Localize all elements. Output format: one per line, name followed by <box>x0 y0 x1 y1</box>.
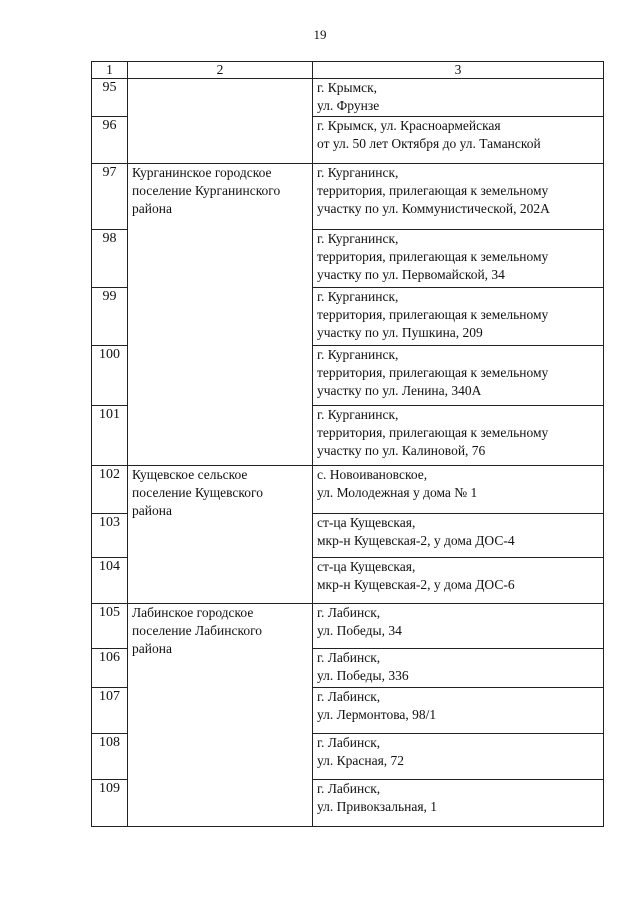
table-row <box>92 604 604 649</box>
address-cell <box>313 514 604 558</box>
address-line: участку по ул. Ленина, 340А <box>317 383 482 398</box>
address-line: ст-ца Кущевская, <box>317 515 416 530</box>
address-line: участку по ул. Пушкина, 209 <box>317 325 483 340</box>
addresses-table <box>91 61 604 827</box>
municipality-line: Курганинское городское <box>132 165 272 180</box>
address-line: ст-ца Кущевская, <box>317 559 416 574</box>
municipality-line: поселение Лабинского <box>132 623 263 638</box>
row-number-cell: 109 <box>92 780 128 827</box>
address-cell <box>313 780 604 827</box>
address-line: г. Лабинск, <box>317 650 381 665</box>
row-number-cell: 107 <box>92 688 128 734</box>
page-number: 19 <box>313 27 327 42</box>
address-line: территория, прилегающая к земельному <box>317 365 549 380</box>
address-line: ул. Фрунзе <box>317 98 380 113</box>
address-cell <box>313 288 604 346</box>
address-cell <box>313 604 604 649</box>
row-number-cell: 106 <box>92 649 128 688</box>
address-cell <box>313 734 604 780</box>
address-line: г. Курганинск, <box>317 165 399 180</box>
row-number-cell: 97 <box>92 164 128 230</box>
municipality-cell <box>128 79 313 164</box>
municipality-line: поселение Курганинского <box>132 183 281 198</box>
header-col-2: 2 <box>128 62 313 79</box>
address-cell <box>313 688 604 734</box>
municipality-line: Кущевское сельское <box>132 467 248 482</box>
address-line: ул. Победы, 336 <box>317 668 409 683</box>
table-body <box>92 79 604 827</box>
header-col-3: 3 <box>313 62 604 79</box>
row-number-cell: 103 <box>92 514 128 558</box>
address-cell <box>313 164 604 230</box>
address-cell <box>313 649 604 688</box>
address-line: участку по ул. Калиновой, 76 <box>317 443 486 458</box>
address-cell <box>313 346 604 406</box>
municipality-line: Лабинское городское <box>132 605 254 620</box>
row-number-cell: 108 <box>92 734 128 780</box>
row-number-cell: 104 <box>92 558 128 604</box>
address-line: ул. Красная, 72 <box>317 753 405 768</box>
address-line: от ул. 50 лет Октября до ул. Таманской <box>317 136 541 151</box>
municipality-cell <box>128 164 313 466</box>
row-number-cell: 98 <box>92 230 128 288</box>
address-cell <box>313 558 604 604</box>
municipality-line: района <box>132 201 172 216</box>
row-number-cell: 102 <box>92 466 128 514</box>
row-number-cell: 99 <box>92 288 128 346</box>
table-row <box>92 466 604 514</box>
address-line: территория, прилегающая к земельному <box>317 425 549 440</box>
header-col-1: 1 <box>92 62 128 79</box>
municipality-cell <box>128 604 313 827</box>
address-line: г. Лабинск, <box>317 605 381 620</box>
address-line: участку по ул. Первомайской, 34 <box>317 267 505 282</box>
address-cell <box>313 230 604 288</box>
row-number-cell: 105 <box>92 604 128 649</box>
address-line: г. Курганинск, <box>317 231 399 246</box>
address-line: мкр-н Кущевская-2, у дома ДОС-4 <box>317 533 515 548</box>
address-cell <box>313 117 604 164</box>
table-row <box>92 164 604 230</box>
address-line: г. Курганинск, <box>317 347 399 362</box>
address-line: ул. Привокзальная, 1 <box>317 799 438 814</box>
municipality-line: района <box>132 641 172 656</box>
address-line: мкр-н Кущевская-2, у дома ДОС-6 <box>317 577 515 592</box>
address-cell <box>313 406 604 466</box>
address-line: г. Курганинск, <box>317 407 399 422</box>
municipality-cell <box>128 466 313 604</box>
municipality-line: района <box>132 503 172 518</box>
table-row <box>92 79 604 117</box>
row-number-cell: 100 <box>92 346 128 406</box>
address-line: г. Курганинск, <box>317 289 399 304</box>
address-cell <box>313 466 604 514</box>
address-line: ул. Лермонтова, 98/1 <box>317 707 437 722</box>
address-line: г. Лабинск, <box>317 689 381 704</box>
address-line: г. Крымск, <box>317 80 378 95</box>
address-line: территория, прилегающая к земельному <box>317 307 549 322</box>
address-line: г. Лабинск, <box>317 781 381 796</box>
address-line: территория, прилегающая к земельному <box>317 183 549 198</box>
row-number-cell: 95 <box>92 79 128 117</box>
address-cell <box>313 79 604 117</box>
address-line: г. Лабинск, <box>317 735 381 750</box>
address-line: территория, прилегающая к земельному <box>317 249 549 264</box>
address-line: с. Новоивановское, <box>317 467 428 482</box>
address-line: г. Крымск, ул. Красноармейская <box>317 118 501 133</box>
municipality-line: поселение Кущевского <box>132 485 263 500</box>
address-line: участку по ул. Коммунистической, 202А <box>317 201 550 216</box>
table-header-row <box>92 62 604 79</box>
row-number-cell: 101 <box>92 406 128 466</box>
address-line: ул. Победы, 34 <box>317 623 402 638</box>
address-line: ул. Молодежная у дома № 1 <box>317 485 478 500</box>
row-number-cell: 96 <box>92 117 128 164</box>
